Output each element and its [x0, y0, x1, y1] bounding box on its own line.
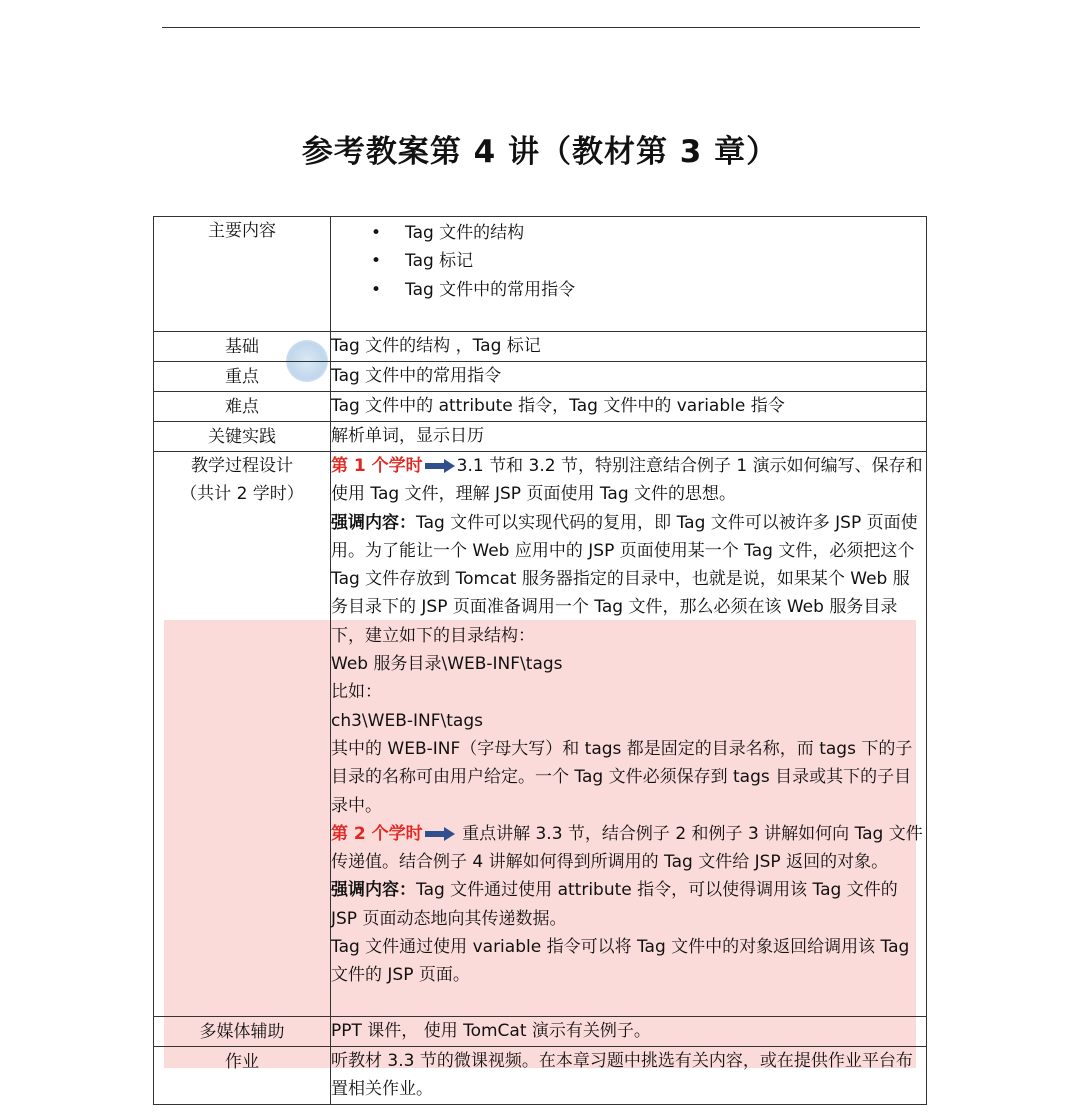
arrow-right-icon: [425, 459, 455, 473]
hour1-text: 3.1 节和 3.2 节，特别注意结合例子 1 演示如何编写、保存和使用 Tag 文件，理解 JSP 页面使用 Tag 文件的思想。: [331, 456, 923, 505]
label-multimedia: 多媒体辅助: [154, 1017, 331, 1047]
label-practice: 关键实践: [154, 422, 331, 452]
row-practice: [154, 422, 927, 452]
label-homework: 作业: [154, 1047, 331, 1105]
emphasis2-paragraph: [331, 876, 926, 933]
practice-text: 解析单词，显示日历: [331, 422, 927, 452]
label-basic: 基础: [154, 332, 331, 362]
label-difficulty: 难点: [154, 392, 331, 422]
lesson-plan-table: [153, 216, 927, 1105]
emphasis1-paragraph: [331, 509, 926, 650]
list-item: • Tag 标记: [363, 247, 926, 275]
row-homework: [154, 1047, 927, 1105]
row-focus: [154, 362, 927, 392]
list-item: • Tag 文件的结构: [363, 219, 926, 247]
row-main-content: [154, 217, 927, 332]
row-multimedia: [154, 1017, 927, 1047]
emphasis2-label: 强调内容：: [331, 880, 416, 901]
path2-line: ch3\WEB-INF\tags: [331, 710, 483, 731]
row-process: [154, 452, 927, 1017]
hour2-text: 重点讲解 3.3 节，结合例子 2 和例子 3 讲解如何向 Tag 文件传递值。结合例子 4 讲解如何得到所调用的 Tag 文件给 JSP 返回的对象。: [331, 823, 923, 873]
main-content-cell: [331, 217, 927, 332]
label-process: [154, 452, 331, 1017]
page-title: 参考教案第 4 讲（教材第 3 章）: [301, 134, 779, 170]
hour1-label: 第 1 个学时: [331, 456, 423, 476]
multimedia-text: PPT 课件， 使用 TomCat 演示有关例子。: [331, 1017, 927, 1047]
basic-text: Tag 文件的结构 ，Tag 标记: [331, 332, 927, 362]
path1-line: Web 服务目录\WEB-INF\tags: [331, 654, 563, 675]
emphasis1-text: Tag 文件可以实现代码的复用，即 Tag 文件可以被许多 JSP 页面使用。为了能让一个 Web 应用中的 JSP 页面使用某一个 Tag 文件，必须把这个 Tag 文件存放到 Tomcat 服务器指定的目录中，也就是说，如果某个 Web 服务目录下的 JSP 页面准备调用一个 Tag 文件，那么必须在该 Web 服务目录下，建立如下的目录结构：: [331, 512, 918, 646]
main-content-list: [331, 217, 926, 304]
path-note: 其中的 WEB-INF（字母大写）和 tags 都是固定的目录名称，而 tags 下的子目录的名称可由用户给定。一个 Tag 文件必须保存到 tags 目录或其下的子目录中。: [331, 738, 913, 816]
emphasis1-label: 强调内容：: [331, 512, 416, 533]
process-label-sub: （共计 2 学时）: [180, 484, 304, 504]
hour2-paragraph: [331, 820, 926, 877]
hour1-paragraph: [331, 452, 926, 509]
row-basic: [154, 332, 927, 362]
label-focus: 重点: [154, 362, 331, 392]
homework-text: 听教材 3.3 节的微课视频。在本章习题中挑选有关内容，或在提供作业平台布置相关作业。: [331, 1047, 927, 1105]
hour2-label: 第 2 个学时: [331, 823, 423, 844]
list-item: • Tag 文件中的常用指令: [363, 276, 926, 304]
difficulty-text: Tag 文件中的 attribute 指令，Tag 文件中的 variable 指令: [331, 392, 927, 422]
emphasis2-text: Tag 文件通过使用 attribute 指令，可以使得调用该 Tag 文件的 JSP 页面动态地向其传递数据。: [331, 880, 898, 929]
row-difficulty: [154, 392, 927, 422]
process-label: 教学过程设计: [191, 456, 293, 476]
process-content: [331, 452, 927, 1017]
emphasis2-more: Tag 文件通过使用 variable 指令可以将 Tag 文件中的对象返回给调用该 Tag 文件的 JSP 页面。: [331, 937, 910, 986]
top-rule: [162, 27, 920, 28]
focus-text: Tag 文件中的常用指令: [331, 362, 927, 392]
example-label: 比如：: [331, 682, 382, 703]
arrow-right-icon: [425, 827, 455, 841]
label-main-content: 主要内容: [154, 217, 331, 332]
